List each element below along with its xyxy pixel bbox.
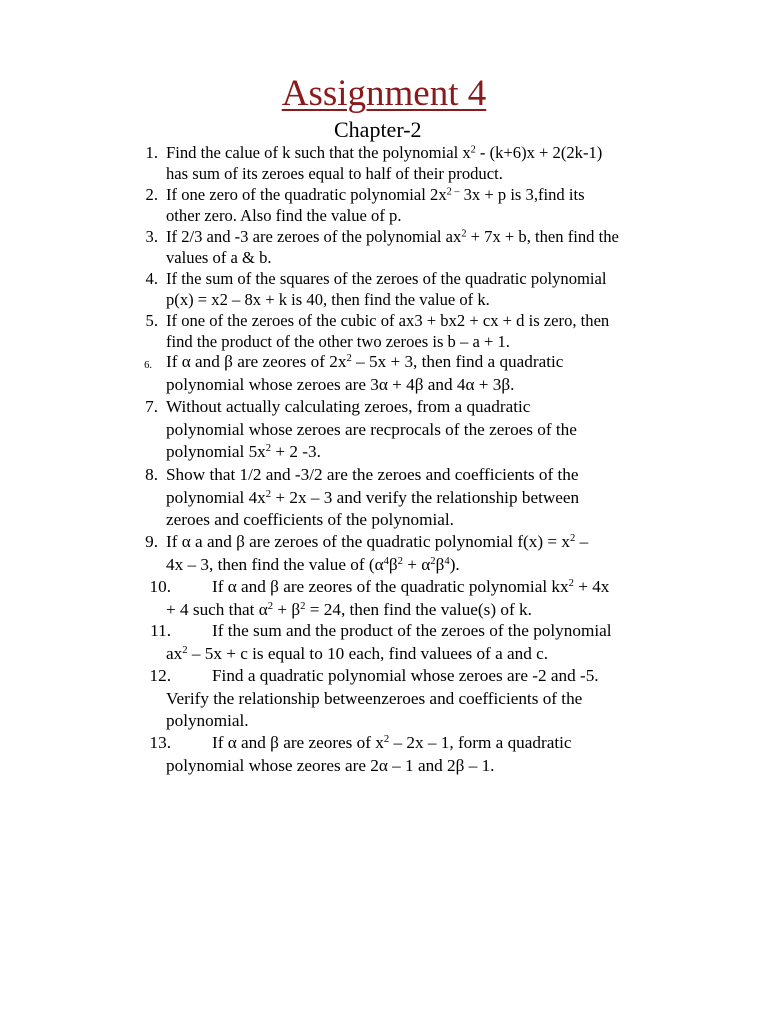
page-title: Assignment 4 [281,73,487,114]
superscript: 2 [300,600,306,612]
text-run: zeroes and coefficients of the polynomial. [166,510,454,529]
question-text-line [166,331,726,352]
text-run: – 5x + c is equal to 10 each, find valuees of a and c. [187,643,549,663]
question-text-line [166,163,726,184]
superscript: 2 [346,353,352,365]
text-run: If α a and β are zeroes of the quadratic polynomial f(x) = x [166,532,570,551]
superscript: 2 [430,555,436,567]
text-run: β [435,554,445,574]
question-text-line [166,710,726,733]
text-run: If one zero of the quadratic polynomial 2x [166,185,447,204]
question-text-line [166,509,726,532]
question-text-line [166,441,726,464]
superscript: 4 [444,555,450,567]
question-text-line [166,643,726,666]
question-number: 8. [145,465,158,484]
text-run: values of a & b. [166,248,272,267]
text-run: polynomial whose zeroes are 3α + 4β and 4α + 3β. [166,374,515,394]
superscript: 4 [383,555,389,567]
text-run: 3x + p is 3,find its [459,185,585,204]
question-text [166,531,726,576]
text-run: If the sum and the product of the zeroes of the polynomial [212,621,612,640]
text-run: + 7x + b, then find the [466,227,619,246]
question-number: 10. [149,577,171,596]
text-run: If one of the zeroes of the cubic of ax3 + bx2 + cx + d is zero, then [166,311,610,330]
question-text-line [166,755,726,778]
question-text-line [166,374,726,397]
superscript: 2 [470,144,476,156]
question-text-line [166,247,726,268]
text-run: If α and β are zeores of x [212,733,384,752]
text-run: Show that 1/2 and -3/2 are the zeroes and coefficients of the [166,465,579,484]
text-run: + 2x – 3 and verify the relationship between [271,487,580,507]
question-number: 13. [149,733,171,752]
question-number: 4. [145,269,158,288]
question-text [166,576,726,621]
question-number: 11. [150,621,171,640]
question-number: 6. [144,360,152,371]
question-text-line [166,464,726,487]
question-text-line [166,620,726,643]
text-run: find the product of the other two zeroes is b – a + 1. [166,332,510,351]
question-text [166,226,726,268]
text-run: – 5x + 3, then find a quadratic [351,352,564,371]
question-text-line [166,531,726,554]
question-number: 3. [145,227,158,246]
question-text [166,310,726,352]
text-run: polynomial whose zeroes are recprocals of the zeroes of the [166,419,577,439]
text-run: Find a quadratic polynomial whose zeroes are -2 and -5. [212,666,599,685]
question-text-line [166,599,726,622]
text-run: + 4 such that α [166,599,268,619]
text-run: If α and β are zeores of 2x [166,352,347,371]
text-run: = 24, then find the value(s) of k. [305,599,532,619]
question-number: 5. [145,311,158,330]
question-number: 7. [145,397,158,416]
superscript: 2 [397,555,403,567]
question-number: 2. [145,185,158,204]
question-number: 1. [145,143,158,162]
question-text [166,184,726,226]
text-run: If 2/3 and -3 are zeroes of the polynomial ax [166,227,462,246]
question-text-line [166,732,726,755]
superscript: 2 [267,600,274,612]
text-run: has sum of its zeroes equal to half of their product. [166,164,503,183]
question-text-line [166,487,726,510]
question-text-line [166,184,726,205]
text-run: 4x – 3, then find the value of (α [166,554,384,574]
question-text-line [166,665,726,688]
text-run: – [575,532,589,551]
question-text-line [166,289,726,310]
question-text-line [166,576,726,599]
question-text-line [166,688,726,711]
question-text-line [166,226,726,247]
text-run: - (k+6)x + 2(2k-1) [475,143,603,162]
question-text [166,732,726,777]
question-text-line [166,310,726,331]
question-text [166,268,726,310]
question-text-line [166,419,726,442]
question-text-line [166,396,726,419]
text-run: + β [273,599,301,619]
text-run: β [388,554,398,574]
superscript: 2 [461,228,467,240]
question-text-line [166,142,726,163]
text-run: polynomial 4x [166,487,266,507]
question-text [166,396,726,464]
text-run: polynomial. [166,711,249,730]
question-text [166,142,726,184]
question-text-line [166,268,726,289]
text-run: If the sum of the squares of the zeroes of the quadratic polynomial [166,269,607,288]
question-text-line [166,554,726,577]
question-number: 9. [145,532,158,551]
text-run: p(x) = x2 – 8x + k is 40, then find the value of k. [166,290,490,309]
text-run: If α and β are zeores of the quadratic polynomial kx [212,577,569,596]
question-text [166,665,726,733]
superscript: 2 [568,578,574,590]
question-text [166,620,726,665]
superscript: 2 [182,644,188,656]
text-run: + α [403,554,431,574]
superscript: 2 [569,533,576,545]
text-run: other zero. Also find the value of p. [166,206,402,225]
text-run: polynomial 5x [166,442,266,461]
question-text [166,351,726,396]
text-run: Verify the relationship betweenzeroes and coefficients of the [166,688,583,708]
question-text [166,464,726,532]
superscript: 2 – [446,186,460,198]
superscript: 2 [265,488,272,500]
text-run: + 2 -3. [271,442,321,461]
text-run: + 4x [573,577,610,596]
question-text-line [166,205,726,226]
text-run: Find the calue of k such that the polynomial x [166,143,471,162]
text-run: ax [166,643,183,663]
text-run: ). [449,554,460,574]
text-run: – 2x – 1, form a quadratic [389,733,572,752]
question-text-line [166,351,726,374]
superscript: 2 [265,443,272,455]
text-run: Without actually calculating zeroes, from a quadratic [166,397,531,416]
chapter-subtitle: Chapter-2 [334,117,422,142]
question-number: 12. [149,666,171,685]
text-run: polynomial whose zeores are 2α – 1 and 2β – 1. [166,755,495,775]
superscript: 2 [383,734,390,746]
